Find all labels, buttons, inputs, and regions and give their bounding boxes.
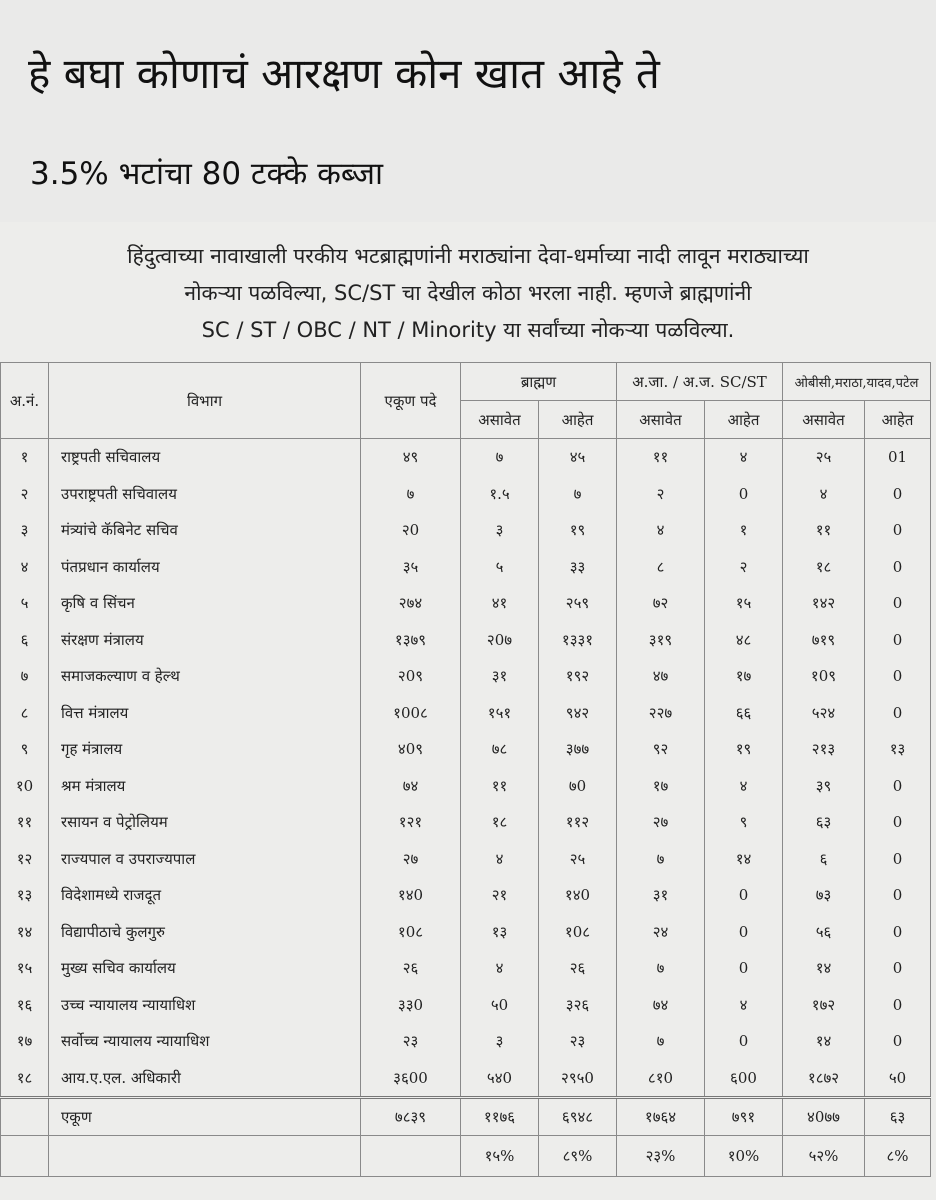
table-cell: एकूण <box>49 1098 361 1136</box>
table-cell: ८१0 <box>617 1060 705 1098</box>
table-cell: ६३ <box>783 804 865 841</box>
table-cell: मंत्र्यांचे कॅबिनेट सचिव <box>49 512 361 549</box>
table-cell: 0 <box>865 512 931 549</box>
table-cell: ३१ <box>461 658 539 695</box>
table-cell: २६ <box>539 950 617 987</box>
table-row <box>1 695 931 732</box>
header-scst: अ.जा. / अ.ज. SC/ST <box>617 363 783 401</box>
table-cell: 0 <box>865 804 931 841</box>
table-cell: 0 <box>865 877 931 914</box>
table-cell: २७ <box>361 841 461 878</box>
table-cell: २१ <box>461 877 539 914</box>
header-total: एकूण पदे <box>361 363 461 439</box>
table-cell: १५ <box>705 585 783 622</box>
table-row <box>1 768 931 805</box>
table-cell: १३ <box>865 731 931 768</box>
intro-line: हिंदुत्वाच्या नावाखाली परकीय भटब्राह्मणांनी मराठ्यांना देवा-धर्माच्या नादी लावून मराठ्याच्या <box>127 244 809 268</box>
table-cell: १३७९ <box>361 622 461 659</box>
table-cell: 0 <box>705 914 783 951</box>
table-cell: २३ <box>361 1023 461 1060</box>
table-cell: वित्त मंत्रालय <box>49 695 361 732</box>
post-subtitle: 3.5% भटांचा 80 टक्के कब्जा <box>30 156 384 192</box>
table-cell: उच्च न्यायालय न्यायाधिश <box>49 987 361 1024</box>
table-cell: ४ <box>461 841 539 878</box>
table-cell: ११ <box>783 512 865 549</box>
table-cell: 0 <box>865 841 931 878</box>
header-are: आहेत <box>865 401 931 439</box>
table-cell: १६ <box>1 987 49 1024</box>
table-cell: ३५ <box>361 549 461 586</box>
table-cell: २१३ <box>783 731 865 768</box>
table-cell: ७ <box>539 476 617 513</box>
table-cell: 01 <box>865 439 931 476</box>
table-cell: मुख्य सचिव कार्यालय <box>49 950 361 987</box>
table-cell: श्रम मंत्रालय <box>49 768 361 805</box>
table-cell: ७१९ <box>783 622 865 659</box>
table-cell: गृह मंत्रालय <box>49 731 361 768</box>
table-row <box>1 658 931 695</box>
table-cell: ११ <box>461 768 539 805</box>
table-cell: १३३१ <box>539 622 617 659</box>
table-cell: १४ <box>1 914 49 951</box>
table-cell: ८ <box>617 549 705 586</box>
table-row <box>1 877 931 914</box>
table-cell: विद्यापीठाचे कुलगुरु <box>49 914 361 951</box>
table-cell: १.५ <box>461 476 539 513</box>
table-cell: २५ <box>539 841 617 878</box>
table-cell: ४ <box>1 549 49 586</box>
table-row <box>1 914 931 951</box>
table-cell: 0 <box>865 914 931 951</box>
table-cell: ३ <box>461 512 539 549</box>
table-cell: १८७२ <box>783 1060 865 1098</box>
table-cell: १0८ <box>361 914 461 951</box>
table-cell: ३३ <box>539 549 617 586</box>
table-cell: 0 <box>705 950 783 987</box>
table-cell: १४0 <box>361 877 461 914</box>
intro-line: SC / ST / OBC / NT / Minority या सर्वांच्या नोकऱ्या पळविल्या. <box>201 318 735 342</box>
table-cell: ५२४ <box>783 695 865 732</box>
header-dept: विभाग <box>49 363 361 439</box>
table-cell: २५ <box>783 439 865 476</box>
table-cell: ११७६ <box>461 1098 539 1136</box>
intro-paragraph <box>0 238 936 349</box>
table-cell: १ <box>705 512 783 549</box>
table-cell: ४७ <box>617 658 705 695</box>
table-cell: ४ <box>705 768 783 805</box>
post-header <box>0 0 936 222</box>
table-cell: १२१ <box>361 804 461 841</box>
reservation-table <box>0 362 931 1177</box>
table-cell: 0 <box>865 585 931 622</box>
table-cell: १७ <box>705 658 783 695</box>
table-cell: १0८ <box>539 914 617 951</box>
table-cell <box>49 1136 361 1177</box>
table-row <box>1 549 931 586</box>
table-cell: १00८ <box>361 695 461 732</box>
table-cell: १३ <box>1 877 49 914</box>
table-cell: १0९ <box>783 658 865 695</box>
table-cell: ७३ <box>783 877 865 914</box>
table-cell: समाजकल्याण व हेल्थ <box>49 658 361 695</box>
table-cell: 0 <box>865 987 931 1024</box>
table-cell: ५४0 <box>461 1060 539 1098</box>
table-cell: 0 <box>865 658 931 695</box>
table-cell: २0 <box>361 512 461 549</box>
table-cell: राष्ट्रपती सचिवालय <box>49 439 361 476</box>
table-cell: २0९ <box>361 658 461 695</box>
table-row <box>1 585 931 622</box>
table-cell: ४0९ <box>361 731 461 768</box>
table-cell: रसायन व पेट्रोलियम <box>49 804 361 841</box>
table-cell: १२ <box>1 841 49 878</box>
table-cell: ६३ <box>865 1098 931 1136</box>
table-row <box>1 1060 931 1098</box>
table-cell: १४ <box>705 841 783 878</box>
table-cell: १७६४ <box>617 1098 705 1136</box>
table-cell: ३२६ <box>539 987 617 1024</box>
table-cell: २९५0 <box>539 1060 617 1098</box>
table-cell: १0 <box>1 768 49 805</box>
table-cell: ११ <box>617 439 705 476</box>
table-cell <box>361 1136 461 1177</box>
table-cell: २ <box>705 549 783 586</box>
table-cell: ६ <box>1 622 49 659</box>
table-cell: २६ <box>361 950 461 987</box>
table-cell: ३ <box>461 1023 539 1060</box>
table-cell: कृषि व सिंचन <box>49 585 361 622</box>
table-cell: 0 <box>705 476 783 513</box>
table-cell: ४ <box>705 439 783 476</box>
post-title: हे बघा कोणाचं आरक्षण कोन खात आहे ते <box>28 49 660 98</box>
table-cell: १४ <box>783 950 865 987</box>
table-cell: ४ <box>783 476 865 513</box>
header-sr: अ.नं. <box>1 363 49 439</box>
table-cell: ३१९ <box>617 622 705 659</box>
table-cell: विदेशामध्ये राजदूत <box>49 877 361 914</box>
table-cell: २0७ <box>461 622 539 659</box>
table-cell: १७ <box>1 1023 49 1060</box>
table-cell: ७८ <box>461 731 539 768</box>
table-cell: १0% <box>705 1136 783 1177</box>
table-cell: 0 <box>865 476 931 513</box>
table-cell: १८ <box>461 804 539 841</box>
table-cell: २७४ <box>361 585 461 622</box>
table-cell: ४ <box>461 950 539 987</box>
table-cell: 0 <box>865 549 931 586</box>
table-row <box>1 731 931 768</box>
table-row <box>1 439 931 476</box>
table-cell: 0 <box>865 622 931 659</box>
table-cell: १४0 <box>539 877 617 914</box>
table-cell: ७९१ <box>705 1098 783 1136</box>
table-cell: ४८ <box>705 622 783 659</box>
header-should: असावेत <box>461 401 539 439</box>
table-cell: 0 <box>705 1023 783 1060</box>
table-cell: राज्यपाल व उपराज्यपाल <box>49 841 361 878</box>
table-cell: 0 <box>865 1023 931 1060</box>
table-cell: ४१ <box>461 585 539 622</box>
table-cell: ३६00 <box>361 1060 461 1098</box>
table-cell: ६९४८ <box>539 1098 617 1136</box>
table-cell: 0 <box>865 950 931 987</box>
table-row <box>1 841 931 878</box>
table-cell: १९ <box>539 512 617 549</box>
table-cell: ७४ <box>617 987 705 1024</box>
table-cell: ७0 <box>539 768 617 805</box>
table-cell: ४९ <box>361 439 461 476</box>
table-cell: ७२ <box>617 585 705 622</box>
table-cell: १३ <box>461 914 539 951</box>
table-row <box>1 950 931 987</box>
table-cell: ७ <box>361 476 461 513</box>
table-cell: १९२ <box>539 658 617 695</box>
table-cell: ७८३९ <box>361 1098 461 1136</box>
table-cell: २ <box>1 476 49 513</box>
table-cell: ७४ <box>361 768 461 805</box>
table-cell: ८ <box>1 695 49 732</box>
table-cell: २५९ <box>539 585 617 622</box>
header-should: असावेत <box>783 401 865 439</box>
header-are: आहेत <box>705 401 783 439</box>
table-cell: ९ <box>705 804 783 841</box>
table-row <box>1 622 931 659</box>
table-cell: ५ <box>461 549 539 586</box>
table-cell: १५% <box>461 1136 539 1177</box>
table-cell: ३३0 <box>361 987 461 1024</box>
table-cell: २३% <box>617 1136 705 1177</box>
table-cell: संरक्षण मंत्रालय <box>49 622 361 659</box>
table-cell: १४२ <box>783 585 865 622</box>
intro-line: नोकऱ्या पळविल्या, SC/ST चा देखील कोठा भरला नाही. म्हणजे ब्राह्मणांनी <box>184 281 752 305</box>
header-obc: ओबीसी,मराठा,यादव,पटेल <box>783 363 931 401</box>
table-cell: १४ <box>783 1023 865 1060</box>
table-cell: पंतप्रधान कार्यालय <box>49 549 361 586</box>
table-cell: ७ <box>617 1023 705 1060</box>
table-cell: उपराष्ट्रपती सचिवालय <box>49 476 361 513</box>
table-cell <box>1 1136 49 1177</box>
table-cell: २४ <box>617 914 705 951</box>
table-cell: ५२% <box>783 1136 865 1177</box>
table-cell: ३७७ <box>539 731 617 768</box>
table-cell: १७ <box>617 768 705 805</box>
table-cell: १७२ <box>783 987 865 1024</box>
table-cell: १८ <box>1 1060 49 1098</box>
table-cell: 0 <box>705 877 783 914</box>
table-row <box>1 1136 931 1177</box>
table-cell: १ <box>1 439 49 476</box>
table-cell: 0 <box>865 695 931 732</box>
table-cell: सर्वोच्च न्यायालय न्यायाधिश <box>49 1023 361 1060</box>
table-cell: ११ <box>1 804 49 841</box>
table-cell: ४ <box>705 987 783 1024</box>
table-cell: ४ <box>617 512 705 549</box>
table-cell: ४५ <box>539 439 617 476</box>
table-cell: २ <box>617 476 705 513</box>
table-cell: १५ <box>1 950 49 987</box>
table-cell: ५६ <box>783 914 865 951</box>
table-cell: ६ <box>783 841 865 878</box>
table-cell: ६६ <box>705 695 783 732</box>
table-cell: ३९ <box>783 768 865 805</box>
table-cell: ७ <box>461 439 539 476</box>
table-cell: ९ <box>1 731 49 768</box>
table-cell: आय.ए.एल. अधिकारी <box>49 1060 361 1098</box>
table-cell: ३ <box>1 512 49 549</box>
table-cell: १५१ <box>461 695 539 732</box>
table-cell: ८९% <box>539 1136 617 1177</box>
table-cell: १९ <box>705 731 783 768</box>
header-should: असावेत <box>617 401 705 439</box>
table-cell: ३१ <box>617 877 705 914</box>
table-cell: ७ <box>1 658 49 695</box>
table-cell: १८ <box>783 549 865 586</box>
table-cell: २२७ <box>617 695 705 732</box>
table-row <box>1 512 931 549</box>
table-cell: ५ <box>1 585 49 622</box>
header-brahmin: ब्राह्मण <box>461 363 617 401</box>
table-cell: ८% <box>865 1136 931 1177</box>
table-cell: 0 <box>865 768 931 805</box>
header-are: आहेत <box>539 401 617 439</box>
table-cell: ९४२ <box>539 695 617 732</box>
table-row <box>1 1098 931 1136</box>
table-cell: ६00 <box>705 1060 783 1098</box>
table-cell <box>1 1098 49 1136</box>
table-cell: २३ <box>539 1023 617 1060</box>
table-cell: ७ <box>617 950 705 987</box>
table-cell: ५0 <box>461 987 539 1024</box>
table-cell: ४0७७ <box>783 1098 865 1136</box>
table-cell: ९२ <box>617 731 705 768</box>
table-row <box>1 1023 931 1060</box>
table-row <box>1 804 931 841</box>
document-image <box>0 222 936 1200</box>
table-row <box>1 476 931 513</box>
table-row <box>1 987 931 1024</box>
table-cell: २७ <box>617 804 705 841</box>
table-cell: ७ <box>617 841 705 878</box>
table-cell: ५0 <box>865 1060 931 1098</box>
table-cell: ११२ <box>539 804 617 841</box>
